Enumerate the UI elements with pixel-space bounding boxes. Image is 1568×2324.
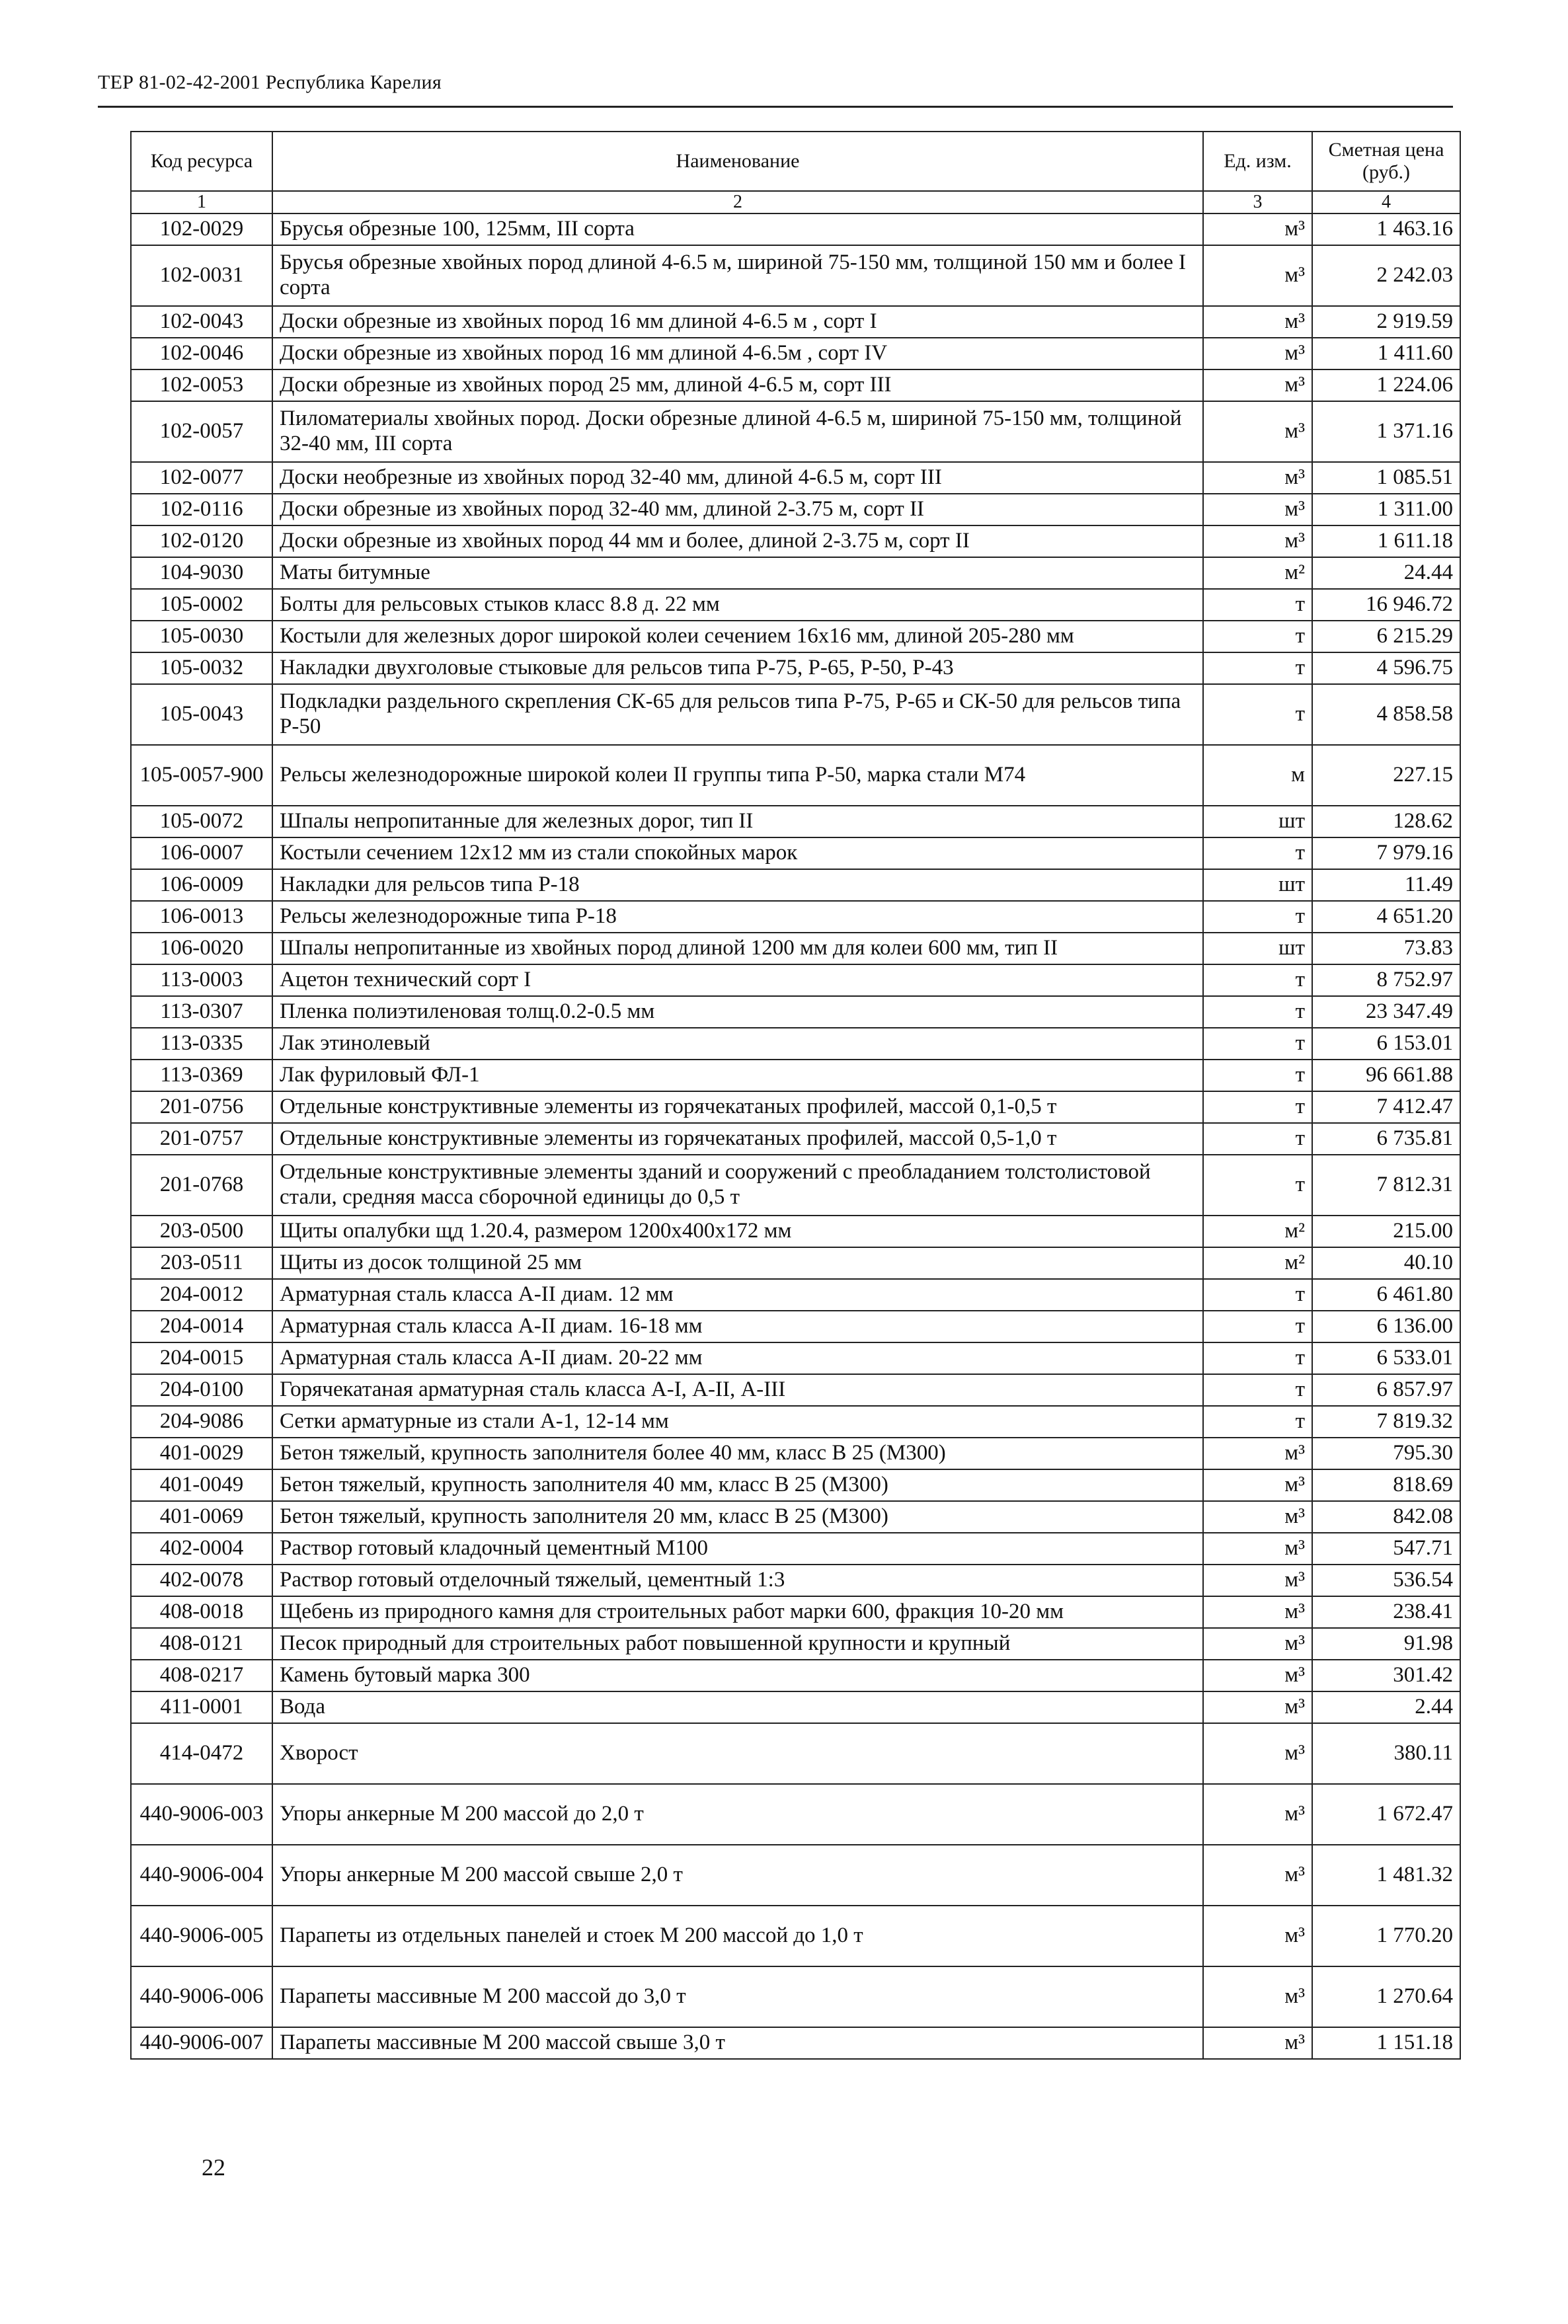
unit-cell: м³ xyxy=(1203,525,1312,557)
resource-code-cell: 411-0001 xyxy=(131,1691,272,1723)
resource-name-cell: Лак фуриловый ФЛ-1 xyxy=(272,1060,1203,1091)
resource-name-cell: Рельсы железнодорожные типа Р-18 xyxy=(272,901,1203,933)
resource-price-table xyxy=(130,131,1461,2060)
resource-code-cell: 105-0072 xyxy=(131,806,272,837)
table-row xyxy=(131,869,1460,901)
resource-name-cell: Щиты опалубки щд 1.20.4, размером 1200х400х172 мм xyxy=(272,1216,1203,1247)
unit-cell: м³ xyxy=(1203,1845,1312,1906)
resource-name-cell: Песок природный для строительных работ повышенной крупности и крупный xyxy=(272,1628,1203,1660)
price-cell: 1 085.51 xyxy=(1312,462,1460,494)
resource-name-cell: Маты битумные xyxy=(272,557,1203,589)
resource-name-cell: Щиты из досок толщиной 25 мм xyxy=(272,1247,1203,1279)
table-row xyxy=(131,1342,1460,1374)
column-number: 1 xyxy=(131,191,272,213)
table-row xyxy=(131,1247,1460,1279)
unit-cell: м³ xyxy=(1203,2027,1312,2059)
resource-code-cell: 104-9030 xyxy=(131,557,272,589)
price-cell: 227.15 xyxy=(1312,745,1460,806)
table-row xyxy=(131,557,1460,589)
unit-cell: шт xyxy=(1203,933,1312,964)
unit-cell: т xyxy=(1203,1123,1312,1155)
table-row xyxy=(131,1565,1460,1596)
table-row xyxy=(131,652,1460,684)
table-row xyxy=(131,901,1460,933)
resource-code-cell: 204-0100 xyxy=(131,1374,272,1406)
unit-cell: м³ xyxy=(1203,401,1312,462)
table-row xyxy=(131,1091,1460,1123)
price-cell: 6 533.01 xyxy=(1312,1342,1460,1374)
table-row xyxy=(131,1501,1460,1533)
price-cell: 795.30 xyxy=(1312,1438,1460,1469)
price-cell: 11.49 xyxy=(1312,869,1460,901)
table-row xyxy=(131,1155,1460,1216)
unit-cell: м³ xyxy=(1203,245,1312,306)
resource-code-cell: 102-0077 xyxy=(131,462,272,494)
table-row xyxy=(131,1438,1460,1469)
resource-code-cell: 113-0369 xyxy=(131,1060,272,1091)
resource-code-cell: 105-0002 xyxy=(131,589,272,621)
price-cell: 6 857.97 xyxy=(1312,1374,1460,1406)
resource-code-cell: 106-0007 xyxy=(131,837,272,869)
unit-cell: м³ xyxy=(1203,213,1312,245)
resource-code-cell: 102-0116 xyxy=(131,494,272,525)
table-row xyxy=(131,1533,1460,1565)
table-row xyxy=(131,401,1460,462)
resource-code-cell: 106-0009 xyxy=(131,869,272,901)
price-cell: 8 752.97 xyxy=(1312,964,1460,996)
resource-code-cell: 102-0053 xyxy=(131,369,272,401)
resource-name-cell: Сетки арматурные из стали А-1, 12-14 мм xyxy=(272,1406,1203,1438)
table-row xyxy=(131,1469,1460,1501)
table-row xyxy=(131,996,1460,1028)
column-header-price: Сметная цена (руб.) xyxy=(1312,132,1460,191)
resource-code-cell: 402-0078 xyxy=(131,1565,272,1596)
page-header: ТЕР 81-02-42-2001 Республика Карелия xyxy=(98,71,442,93)
resource-name-cell: Бетон тяжелый, крупность заполнителя 20 мм, класс В 25 (М300) xyxy=(272,1501,1203,1533)
unit-cell: м³ xyxy=(1203,1501,1312,1533)
resource-code-cell: 440-9006-003 xyxy=(131,1784,272,1845)
price-cell: 1 411.60 xyxy=(1312,338,1460,369)
unit-cell: шт xyxy=(1203,869,1312,901)
resource-name-cell: Камень бутовый марка 300 xyxy=(272,1660,1203,1691)
price-cell: 2.44 xyxy=(1312,1691,1460,1723)
table-row xyxy=(131,589,1460,621)
resource-name-cell: Упоры анкерные М 200 массой свыше 2,0 т xyxy=(272,1845,1203,1906)
unit-cell: м² xyxy=(1203,1247,1312,1279)
unit-cell: м³ xyxy=(1203,1596,1312,1628)
resource-name-cell: Доски обрезные из хвойных пород 32-40 мм, длиной 2-3.75 м, сорт II xyxy=(272,494,1203,525)
price-cell: 1 611.18 xyxy=(1312,525,1460,557)
table-row xyxy=(131,1628,1460,1660)
resource-name-cell: Парапеты из отдельных панелей и стоек М 200 массой до 1,0 т xyxy=(272,1906,1203,1966)
resource-code-cell: 408-0217 xyxy=(131,1660,272,1691)
resource-code-cell: 203-0511 xyxy=(131,1247,272,1279)
unit-cell: м³ xyxy=(1203,1565,1312,1596)
table-row xyxy=(131,245,1460,306)
unit-cell: т xyxy=(1203,1311,1312,1342)
price-cell: 4 858.58 xyxy=(1312,684,1460,745)
price-cell: 4 596.75 xyxy=(1312,652,1460,684)
price-cell: 6 461.80 xyxy=(1312,1279,1460,1311)
table-row xyxy=(131,1784,1460,1845)
table-row xyxy=(131,1906,1460,1966)
unit-cell: м³ xyxy=(1203,494,1312,525)
unit-cell: м³ xyxy=(1203,1723,1312,1784)
unit-cell: м³ xyxy=(1203,1966,1312,2027)
price-cell: 238.41 xyxy=(1312,1596,1460,1628)
table-row xyxy=(131,1123,1460,1155)
table-row xyxy=(131,1966,1460,2027)
table-row xyxy=(131,1216,1460,1247)
table-row xyxy=(131,494,1460,525)
resource-code-cell: 440-9006-004 xyxy=(131,1845,272,1906)
unit-cell: т xyxy=(1203,837,1312,869)
table-row xyxy=(131,1311,1460,1342)
resource-name-cell: Доски обрезные из хвойных пород 25 мм, длиной 4-6.5 м, сорт III xyxy=(272,369,1203,401)
table-row xyxy=(131,1060,1460,1091)
price-cell: 1 463.16 xyxy=(1312,213,1460,245)
resource-name-cell: Арматурная сталь класса А-II диам. 12 мм xyxy=(272,1279,1203,1311)
resource-name-cell: Накладки для рельсов типа Р-18 xyxy=(272,869,1203,901)
column-number: 2 xyxy=(272,191,1203,213)
price-cell: 536.54 xyxy=(1312,1565,1460,1596)
unit-cell: т xyxy=(1203,652,1312,684)
resource-code-cell: 440-9006-007 xyxy=(131,2027,272,2059)
column-number-row xyxy=(131,191,1460,213)
column-number: 3 xyxy=(1203,191,1312,213)
resource-code-cell: 201-0768 xyxy=(131,1155,272,1216)
resource-code-cell: 105-0032 xyxy=(131,652,272,684)
resource-name-cell: Пиломатериалы хвойных пород. Доски обрезные длиной 4-6.5 м, шириной 75-150 мм, толщиной 32-40 мм, III сорта xyxy=(272,401,1203,462)
table-row xyxy=(131,745,1460,806)
price-cell: 7 412.47 xyxy=(1312,1091,1460,1123)
resource-code-cell: 113-0003 xyxy=(131,964,272,996)
resource-code-cell: 106-0020 xyxy=(131,933,272,964)
resource-name-cell: Вода xyxy=(272,1691,1203,1723)
resource-code-cell: 105-0043 xyxy=(131,684,272,745)
unit-cell: м³ xyxy=(1203,1438,1312,1469)
unit-cell: т xyxy=(1203,1060,1312,1091)
unit-cell: т xyxy=(1203,996,1312,1028)
resource-name-cell: Бетон тяжелый, крупность заполнителя более 40 мм, класс В 25 (М300) xyxy=(272,1438,1203,1469)
unit-cell: м³ xyxy=(1203,1906,1312,1966)
table-row xyxy=(131,213,1460,245)
price-cell: 1 770.20 xyxy=(1312,1906,1460,1966)
resource-code-cell: 401-0069 xyxy=(131,1501,272,1533)
unit-cell: м³ xyxy=(1203,1784,1312,1845)
price-cell: 6 735.81 xyxy=(1312,1123,1460,1155)
unit-cell: м³ xyxy=(1203,1628,1312,1660)
price-cell: 380.11 xyxy=(1312,1723,1460,1784)
resource-code-cell: 113-0307 xyxy=(131,996,272,1028)
resource-code-cell: 102-0031 xyxy=(131,245,272,306)
header-divider xyxy=(98,106,1453,108)
price-cell: 4 651.20 xyxy=(1312,901,1460,933)
price-cell: 842.08 xyxy=(1312,1501,1460,1533)
price-cell: 301.42 xyxy=(1312,1660,1460,1691)
table-row xyxy=(131,1596,1460,1628)
unit-cell: т xyxy=(1203,964,1312,996)
table-row xyxy=(131,837,1460,869)
resource-name-cell: Костыли сечением 12х12 мм из стали спокойных марок xyxy=(272,837,1203,869)
unit-cell: шт xyxy=(1203,806,1312,837)
price-cell: 215.00 xyxy=(1312,1216,1460,1247)
unit-cell: т xyxy=(1203,1406,1312,1438)
unit-cell: м³ xyxy=(1203,1469,1312,1501)
resource-code-cell: 408-0121 xyxy=(131,1628,272,1660)
resource-code-cell: 106-0013 xyxy=(131,901,272,933)
column-header-name: Наименование xyxy=(272,132,1203,191)
unit-cell: т xyxy=(1203,1091,1312,1123)
resource-code-cell: 204-0015 xyxy=(131,1342,272,1374)
resource-code-cell: 204-0012 xyxy=(131,1279,272,1311)
price-cell: 7 819.32 xyxy=(1312,1406,1460,1438)
resource-name-cell: Ацетон технический сорт I xyxy=(272,964,1203,996)
price-cell: 7 979.16 xyxy=(1312,837,1460,869)
table-row xyxy=(131,369,1460,401)
resource-code-cell: 401-0049 xyxy=(131,1469,272,1501)
resource-name-cell: Пленка полиэтиленовая толщ.0.2-0.5 мм xyxy=(272,996,1203,1028)
resource-code-cell: 203-0500 xyxy=(131,1216,272,1247)
resource-code-cell: 401-0029 xyxy=(131,1438,272,1469)
price-cell: 818.69 xyxy=(1312,1469,1460,1501)
price-cell: 73.83 xyxy=(1312,933,1460,964)
resource-code-cell: 105-0057-900 xyxy=(131,745,272,806)
price-cell: 1 311.00 xyxy=(1312,494,1460,525)
price-cell: 23 347.49 xyxy=(1312,996,1460,1028)
table-row xyxy=(131,964,1460,996)
price-cell: 7 812.31 xyxy=(1312,1155,1460,1216)
unit-cell: т xyxy=(1203,589,1312,621)
resource-name-cell: Отдельные конструктивные элементы из горячекатаных профилей, массой 0,1-0,5 т xyxy=(272,1091,1203,1123)
resource-code-cell: 102-0057 xyxy=(131,401,272,462)
resource-name-cell: Горячекатаная арматурная сталь класса А-I, А-II, А-III xyxy=(272,1374,1203,1406)
price-cell: 547.71 xyxy=(1312,1533,1460,1565)
resource-name-cell: Парапеты массивные М 200 массой до 3,0 т xyxy=(272,1966,1203,2027)
table-row xyxy=(131,1660,1460,1691)
column-header-code: Код ресурса xyxy=(131,132,272,191)
resource-name-cell: Доски обрезные из хвойных пород 16 мм длиной 4-6.5 м , сорт I xyxy=(272,306,1203,338)
price-cell: 1 481.32 xyxy=(1312,1845,1460,1906)
resource-name-cell: Щебень из природного камня для строительных работ марки 600, фракция 10-20 мм xyxy=(272,1596,1203,1628)
resource-name-cell: Подкладки раздельного скрепления СК-65 для рельсов типа Р-75, Р-65 и СК-50 для рельсов типа Р-50 xyxy=(272,684,1203,745)
table-row xyxy=(131,1691,1460,1723)
price-cell: 128.62 xyxy=(1312,806,1460,837)
resource-name-cell: Раствор готовый отделочный тяжелый, цементный 1:3 xyxy=(272,1565,1203,1596)
resource-name-cell: Накладки двухголовые стыковые для рельсов типа Р-75, Р-65, Р-50, Р-43 xyxy=(272,652,1203,684)
price-cell: 6 215.29 xyxy=(1312,621,1460,652)
price-cell: 6 153.01 xyxy=(1312,1028,1460,1060)
unit-cell: м³ xyxy=(1203,1533,1312,1565)
resource-code-cell: 102-0046 xyxy=(131,338,272,369)
table-row xyxy=(131,1279,1460,1311)
page-number: 22 xyxy=(202,2154,225,2181)
table-row xyxy=(131,933,1460,964)
price-cell: 1 151.18 xyxy=(1312,2027,1460,2059)
unit-cell: т xyxy=(1203,1374,1312,1406)
unit-cell: м² xyxy=(1203,1216,1312,1247)
unit-cell: м² xyxy=(1203,557,1312,589)
resource-code-cell: 402-0004 xyxy=(131,1533,272,1565)
resource-name-cell: Лак этинолевый xyxy=(272,1028,1203,1060)
table-row xyxy=(131,306,1460,338)
table-body xyxy=(131,213,1460,2059)
resource-code-cell: 204-0014 xyxy=(131,1311,272,1342)
table-row xyxy=(131,338,1460,369)
resource-code-cell: 201-0757 xyxy=(131,1123,272,1155)
resource-name-cell: Доски обрезные из хвойных пород 44 мм и более, длиной 2-3.75 м, сорт II xyxy=(272,525,1203,557)
unit-cell: м³ xyxy=(1203,462,1312,494)
table-row xyxy=(131,1845,1460,1906)
price-cell: 91.98 xyxy=(1312,1628,1460,1660)
unit-cell: м xyxy=(1203,745,1312,806)
resource-name-cell: Бетон тяжелый, крупность заполнителя 40 мм, класс В 25 (М300) xyxy=(272,1469,1203,1501)
price-cell: 1 371.16 xyxy=(1312,401,1460,462)
resource-name-cell: Раствор готовый кладочный цементный М100 xyxy=(272,1533,1203,1565)
column-number: 4 xyxy=(1312,191,1460,213)
price-cell: 40.10 xyxy=(1312,1247,1460,1279)
price-cell: 1 224.06 xyxy=(1312,369,1460,401)
resource-code-cell: 440-9006-006 xyxy=(131,1966,272,2027)
resource-code-cell: 201-0756 xyxy=(131,1091,272,1123)
resource-name-cell: Упоры анкерные М 200 массой до 2,0 т xyxy=(272,1784,1203,1845)
price-cell: 96 661.88 xyxy=(1312,1060,1460,1091)
table-row xyxy=(131,621,1460,652)
resource-code-cell: 113-0335 xyxy=(131,1028,272,1060)
resource-code-cell: 414-0472 xyxy=(131,1723,272,1784)
price-cell: 1 672.47 xyxy=(1312,1784,1460,1845)
price-cell: 24.44 xyxy=(1312,557,1460,589)
unit-cell: т xyxy=(1203,1155,1312,1216)
resource-name-cell: Хворост xyxy=(272,1723,1203,1784)
table-row xyxy=(131,462,1460,494)
table-row xyxy=(131,1374,1460,1406)
resource-name-cell: Брусья обрезные хвойных пород длиной 4-6.5 м, шириной 75-150 мм, толщиной 150 мм и более I сорта xyxy=(272,245,1203,306)
column-header-unit: Ед. изм. xyxy=(1203,132,1312,191)
price-cell: 6 136.00 xyxy=(1312,1311,1460,1342)
table-header-row xyxy=(131,132,1460,191)
resource-code-cell: 102-0120 xyxy=(131,525,272,557)
resource-name-cell: Болты для рельсовых стыков класс 8.8 д. 22 мм xyxy=(272,589,1203,621)
price-cell: 16 946.72 xyxy=(1312,589,1460,621)
resource-name-cell: Рельсы железнодорожные широкой колеи II группы типа Р-50, марка стали М74 xyxy=(272,745,1203,806)
price-cell: 2 242.03 xyxy=(1312,245,1460,306)
price-cell: 1 270.64 xyxy=(1312,1966,1460,2027)
unit-cell: м³ xyxy=(1203,338,1312,369)
resource-name-cell: Доски обрезные из хвойных пород 16 мм длиной 4-6.5м , сорт IV xyxy=(272,338,1203,369)
table-row xyxy=(131,1723,1460,1784)
resource-name-cell: Брусья обрезные 100, 125мм, III сорта xyxy=(272,213,1203,245)
resource-name-cell: Доски необрезные из хвойных пород 32-40 мм, длиной 4-6.5 м, сорт III xyxy=(272,462,1203,494)
resource-name-cell: Костыли для железных дорог широкой колеи сечением 16х16 мм, длиной 205-280 мм xyxy=(272,621,1203,652)
unit-cell: т xyxy=(1203,1342,1312,1374)
resource-code-cell: 408-0018 xyxy=(131,1596,272,1628)
resource-name-cell: Парапеты массивные М 200 массой свыше 3,0 т xyxy=(272,2027,1203,2059)
table-row xyxy=(131,1028,1460,1060)
resource-code-cell: 204-9086 xyxy=(131,1406,272,1438)
resource-code-cell: 102-0029 xyxy=(131,213,272,245)
unit-cell: т xyxy=(1203,684,1312,745)
resource-code-cell: 102-0043 xyxy=(131,306,272,338)
unit-cell: м³ xyxy=(1203,1660,1312,1691)
unit-cell: т xyxy=(1203,1028,1312,1060)
table-row xyxy=(131,2027,1460,2059)
unit-cell: м³ xyxy=(1203,306,1312,338)
resource-code-cell: 105-0030 xyxy=(131,621,272,652)
resource-name-cell: Арматурная сталь класса А-II диам. 16-18 мм xyxy=(272,1311,1203,1342)
resource-name-cell: Арматурная сталь класса А-II диам. 20-22 мм xyxy=(272,1342,1203,1374)
unit-cell: т xyxy=(1203,1279,1312,1311)
resource-name-cell: Отдельные конструктивные элементы зданий и сооружений с преобладанием толстолистовой стали, средняя масса сборочной единицы до 0,5 т xyxy=(272,1155,1203,1216)
resource-code-cell: 440-9006-005 xyxy=(131,1906,272,1966)
table-row xyxy=(131,1406,1460,1438)
table-row xyxy=(131,806,1460,837)
price-cell: 2 919.59 xyxy=(1312,306,1460,338)
unit-cell: т xyxy=(1203,621,1312,652)
table-row xyxy=(131,684,1460,745)
table-row xyxy=(131,525,1460,557)
unit-cell: м³ xyxy=(1203,1691,1312,1723)
unit-cell: т xyxy=(1203,901,1312,933)
unit-cell: м³ xyxy=(1203,369,1312,401)
resource-name-cell: Отдельные конструктивные элементы из горячекатаных профилей, массой 0,5-1,0 т xyxy=(272,1123,1203,1155)
resource-name-cell: Шпалы непропитанные для железных дорог, тип II xyxy=(272,806,1203,837)
resource-name-cell: Шпалы непропитанные из хвойных пород длиной 1200 мм для колеи 600 мм, тип II xyxy=(272,933,1203,964)
